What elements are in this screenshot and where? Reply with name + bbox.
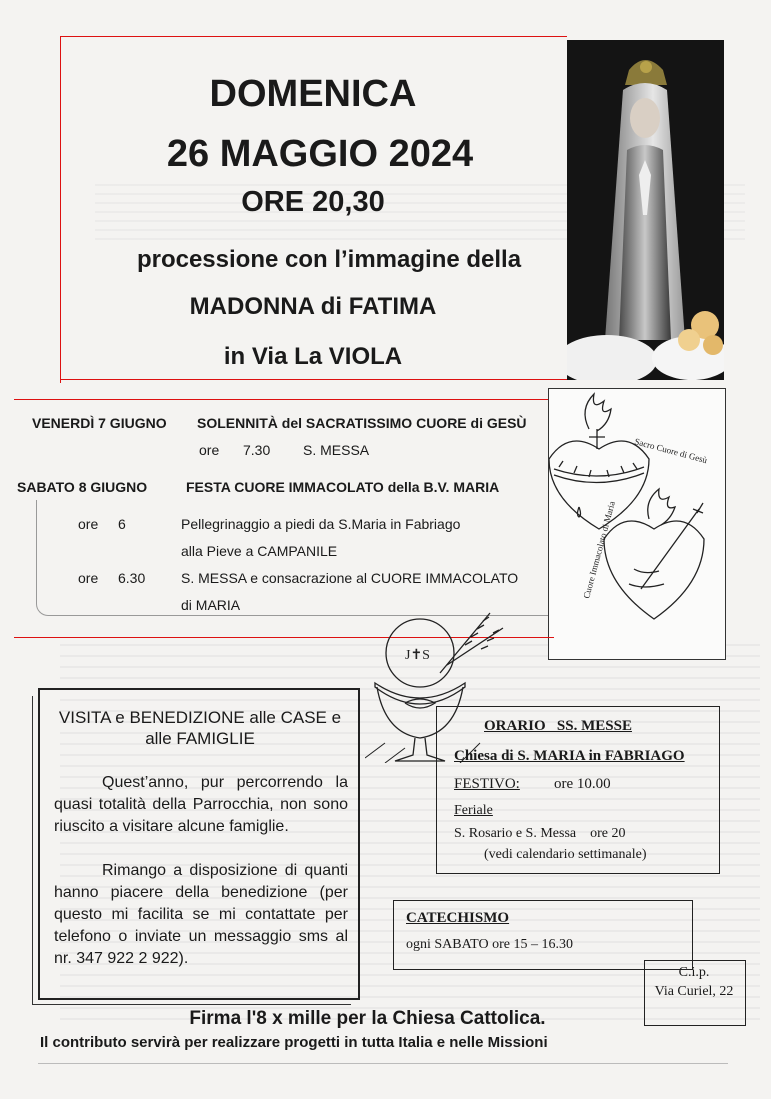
madonna-statue-image [567, 40, 724, 380]
header-day: DOMENICA [209, 73, 417, 115]
catechismo-text: ogni SABATO ore 15 – 16.30 [406, 937, 573, 952]
heart1-caption: Sacro Cuore di Gesù [633, 436, 709, 466]
visita-paragraph-2: Rimango a disposizione di quanti hanno piacere della benedizione (per questo mi facilita se mi contattate per telefono o inviate un messaggio sms al nr. 347 922 2 922). [54, 862, 348, 967]
event2-row2-ore: ore [78, 570, 99, 586]
event1-title: SOLENNITÀ del SACRATISSIMO CUORE di GESÙ [197, 415, 527, 431]
orario-title: ORARIO SS. MESSE [484, 718, 632, 734]
header-date: 26 MAGGIO 2024 [166, 133, 474, 175]
visita-title: VISITA e BENEDIZIONE alle CASE e alle FAMIGLIE [58, 708, 342, 748]
orario-feriale-text: S. Rosario e S. Messa ore 20 [454, 826, 626, 841]
footer-rule [38, 1063, 728, 1064]
orario-church: Chiesa di S. MARIA in FABRIAGO [454, 748, 685, 764]
event1-text: S. MESSA [303, 442, 370, 458]
orario-feriale-label: Feriale [454, 803, 493, 818]
header-line2: MADONNA di FATIMA [189, 293, 437, 320]
header-bottom-rule [60, 379, 568, 380]
header-time: ORE 20,30 [241, 186, 385, 218]
event2-row1-ore: ore [78, 516, 99, 532]
orario-feriale-note: (vedi calendario settimanale) [484, 847, 647, 862]
header-line3: in Via La VIOLA [223, 343, 403, 370]
cip-line2: Via Curiel, 22 [654, 984, 734, 999]
event1-day: VENERDÌ 7 GIUGNO [32, 415, 167, 431]
visita-paragraph-1: Quest’anno, pur percorrendo la quasi totalità della Parrocchia, non sono riuscito a visitare alcune famiglie. [54, 774, 348, 835]
footer-line2: Il contributo servirà per realizzare progetti in tutta Italia e nelle Missioni [40, 1034, 548, 1051]
header-line1: processione con l’immagine della [136, 246, 522, 273]
event2-row2-text2: di MARIA [181, 597, 241, 613]
schedule-top-rule [14, 399, 584, 400]
event1-time: 7.30 [243, 442, 271, 458]
event1-ore-label: ore [199, 442, 220, 458]
footer-line1: Firma l'8 x mille per la Chiesa Cattolica. [189, 1008, 546, 1029]
event2-title: FESTA CUORE IMMACOLATO della B.V. MARIA [186, 479, 500, 495]
event2-row2-time: 6.30 [118, 570, 146, 586]
svg-text:J✝S: J✝S [405, 648, 430, 663]
orario-festivo-label: FESTIVO: [454, 776, 520, 792]
orario-festivo-time: ore 10.00 [554, 776, 611, 792]
heart2-caption: Cuore Immacolato di Maria [581, 500, 617, 600]
cip-line1: C.i.p. [678, 965, 710, 980]
event2-row2-text: S. MESSA e consacrazione al CUORE IMMACOLATO [181, 570, 519, 586]
catechismo-title: CATECHISMO [406, 910, 510, 926]
sacred-hearts-drawing [548, 388, 726, 660]
event2-row1-time: 6 [118, 516, 126, 532]
event2-row1-text: Pellegrinaggio a piedi da S.Maria in Fabriago [181, 516, 461, 532]
event2-row1-text2: alla Pieve a CAMPANILE [181, 543, 338, 559]
event2-day: SABATO 8 GIUGNO [17, 479, 148, 495]
